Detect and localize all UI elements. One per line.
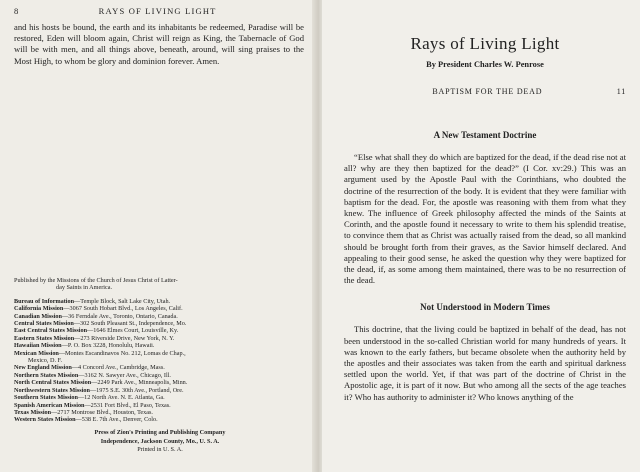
mission-entry — [14, 409, 306, 416]
mission-address: —1975 S.E. 30th Ave., Portland, Ore. — [89, 386, 184, 394]
closing-paragraph: and his hosts be bound, the earth and its inhabitants be redeemed, Paradise will be restored, Eden will bloom again, Christ will reign as King, the Tabernacle of God will be with men, and all things above, beneath, around, will sing praises to the Most High, to whom be glory and dominion forever. Amen. — [14, 22, 304, 66]
mission-entry — [14, 416, 306, 423]
publisher-intro-line-1: Published by the Missions of the Church of Jesus Christ of Latter- — [14, 277, 178, 284]
mission-entry — [14, 402, 306, 409]
mission-name: Northwestern States Mission — [14, 386, 90, 394]
mission-name: Mexican Mission — [14, 349, 59, 357]
mission-entry — [14, 320, 306, 327]
mission-list — [14, 298, 306, 424]
mission-name: Southern States Mission — [14, 394, 78, 402]
mission-entry — [14, 394, 306, 401]
mission-address: —36 Ferndale Ave., Toronto, Ontario, Canada. — [61, 312, 178, 320]
mission-name: Central States Mission — [14, 320, 74, 328]
mission-entry — [14, 313, 306, 320]
mission-name: Canadian Mission — [14, 312, 62, 320]
mission-address: —2531 Fort Blvd., El Paso, Texas. — [84, 401, 171, 409]
mission-address: —538 E. 7th Ave., Denver, Colo. — [75, 416, 158, 424]
mission-entry — [14, 305, 306, 312]
left-page-number: 8 — [14, 6, 20, 16]
mission-entry — [14, 298, 306, 305]
publisher-block — [14, 277, 306, 453]
mission-address: —3162 N. Sawyer Ave., Chicago, Ill. — [78, 371, 171, 379]
mission-entry — [14, 350, 306, 357]
mission-name: Eastern States Mission — [14, 334, 75, 342]
mission-entry — [14, 387, 306, 394]
mission-address: —3067 South Hobart Blvd., Los Angeles, Calif. — [63, 305, 183, 313]
mission-entry — [14, 327, 306, 334]
mission-name: Western States Mission — [14, 416, 76, 424]
mission-address: —1646 Elmes Court, Louisville, Ky. — [87, 327, 179, 335]
mission-entry — [14, 379, 306, 386]
left-body-text — [14, 22, 304, 67]
mission-address: —273 Riverside Drive, New York, N. Y. — [74, 334, 175, 342]
mission-name: Northern States Mission — [14, 371, 79, 379]
right-body-text-1 — [344, 152, 626, 286]
paragraph-corinthians: “Else what shall they do which are baptized for the dead, if the dead rise not at all? why are they then baptized for the dead?” (I Cor. xv:29.) This was an argument used by the Apostle Paul with the Corinthians, who doubted the doctrine of the resurrection of the body. It is evident that they were familiar with baptism for the dead. For, the apostle was reasoning with them from what they knew. The influence of Greek philosophy affected the minds of the Saints at Corinth, and the apostle found it necessary to write to them his splendid treatise, to convince them that as Christ was actually raised from the dead, so all mankind should be brought forth from their graves, as the Savior himself declared. And appealing to their good sense, he asked the question why they were baptized for the dead, if, as some among them maintained, there was to be no resurrection of the dead. — [344, 152, 626, 286]
press-city: Independence, Jackson County, Mo., U. S. A. — [100, 438, 220, 446]
mission-name: Bureau of Information — [14, 297, 75, 305]
author-byline: By President Charles W. Penrose — [426, 60, 544, 69]
book-title: Rays of Living Light — [410, 34, 560, 53]
subheading-new-testament: A New Testament Doctrine — [433, 130, 537, 140]
left-running-head — [14, 6, 304, 16]
publisher-intro-line-2: day Saints in America. — [56, 284, 113, 292]
mission-entry — [14, 342, 306, 349]
mission-name: Texas Mission — [14, 408, 52, 416]
publisher-intro — [14, 277, 306, 292]
mission-name: Spanish American Mission — [14, 401, 85, 409]
mission-address: —2249 Park Ave., Minneapolis, Minn. — [91, 379, 188, 387]
mission-address: —P. O. Box 3228, Honolulu, Hawaii. — [61, 342, 155, 350]
left-running-title: RAYS OF LIVING LIGHT — [98, 6, 217, 16]
mission-address: —Temple Block, Salt Lake City, Utah. — [74, 297, 171, 305]
mission-entry — [14, 364, 306, 371]
paragraph-modern-times: This doctrine, that the living could be baptized in behalf of the dead, has not been understood in the so-called Christian world for many hundreds of years. It was known to the early fathers, but became obsolete when the authority held by the apostles and their associates was taken from the earth and spiritual darkness settled upon the world. Yet, if that was part of the doctrine of Christ in the Apostolic age, it is part of it now. But who among all the sects of the age teaches it? Who has authority to administer it? Who knows anything of the — [344, 324, 626, 402]
mission-address: —2717 Montrose Blvd., Houston, Texas. — [51, 408, 153, 416]
mission-name: Hawaiian Mission — [14, 342, 62, 350]
mission-name: New England Mission — [14, 364, 72, 372]
right-page — [322, 0, 640, 472]
mission-address: —302 South Pleasant St., Independence, Mo. — [73, 320, 187, 328]
mission-name: North Central States Mission — [14, 379, 92, 387]
mission-address: —4 Concord Ave., Cambridge, Mass. — [71, 364, 165, 372]
mission-entry — [14, 372, 306, 379]
mission-name: California Mission — [14, 305, 64, 313]
mission-name: East Central States Mission — [14, 327, 88, 335]
printed-in: Printed in U. S. A. — [137, 445, 183, 453]
press-name: Press of Zion's Printing and Publishing Company — [94, 428, 226, 436]
right-running-head — [344, 87, 626, 96]
mission-address-continued: Mexico, D. F. — [28, 357, 63, 365]
subheading-modern-times: Not Understood in Modern Times — [420, 302, 550, 313]
mission-address: —12 North Ave. N. E. Atlanta, Ga. — [77, 394, 165, 402]
right-page-number: 11 — [616, 87, 626, 96]
right-body-text-2 — [344, 324, 626, 402]
section-title: BAPTISM FOR THE DEAD — [432, 87, 543, 96]
mission-address: —Montes Escandinavos No. 212, Lomas de Chap., — [58, 349, 186, 357]
mission-entry — [14, 335, 306, 342]
